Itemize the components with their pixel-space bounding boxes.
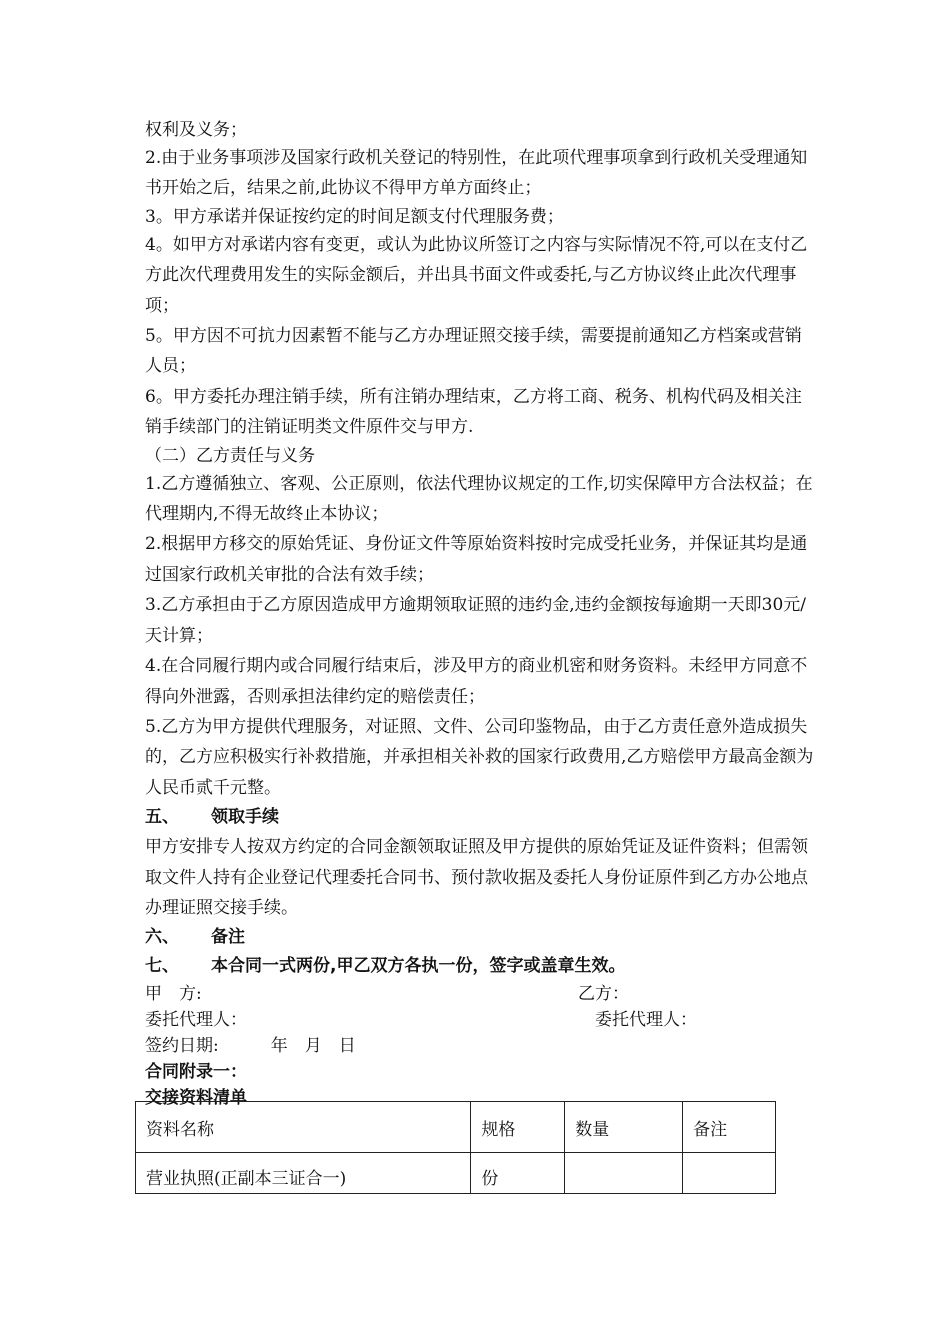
paragraph-b2: 3.乙方承担由于乙方原因造成甲方逾期领取证照的违约金,违约金额按每逾期一天即30元/天计算； (145, 595, 806, 646)
signature-party-row (145, 981, 815, 1007)
handover-table (135, 1101, 776, 1194)
agent-b-label: 委托代理人： (595, 1010, 697, 1031)
paragraph-b1: 2.根据甲方移交的原始凭证、身份证文件等原始资料按时完成受托业务，并保证其均是通过国家行政机关审批的合法有效手续； (145, 534, 808, 585)
signing-date-value: 年 月 日 (270, 1036, 356, 1057)
section-6-title: 备注 (211, 927, 245, 948)
column-header-name: 资料名称 (136, 1102, 471, 1153)
paragraph-a4: 5。甲方因不可抗力因素暂不能与乙方办理证照交接手续，需要提前通知乙方档案或营销人员； (145, 326, 802, 377)
section-6-heading (145, 923, 815, 952)
column-header-spec: 规格 (471, 1102, 565, 1153)
section-7-heading (145, 952, 815, 981)
document-body (145, 117, 815, 1111)
section-6-number: 六、 (145, 927, 179, 948)
signing-date-label: 签约日期: (145, 1036, 219, 1057)
column-header-remark: 备注 (683, 1102, 776, 1153)
paragraph-b0: 1.乙方遵循独立、客观、公正原则，依法代理协议规定的工作,切实保障甲方合法权益；在代理期内,不得无故终止本协议； (145, 473, 813, 525)
section-5-title: 领取手续 (211, 807, 279, 828)
agent-a-label: 委托代理人： (145, 1010, 247, 1031)
subheading-party-b: （二）乙方责任与义务 (145, 445, 315, 466)
party-b-label: 乙方： (578, 984, 629, 1005)
column-header-quantity: 数量 (565, 1102, 683, 1153)
table-cell-remark (683, 1153, 776, 1194)
table-cell-spec: 份 (471, 1153, 565, 1194)
paragraph-b4: 5.乙方为甲方提供代理服务，对证照、文件、公司印鉴物品，由于乙方责任意外造成损失的，乙方应积极实行补救措施，并承担相关补救的国家行政费用,乙方赔偿甲方最高金额为人民币贰千元整。 (145, 716, 814, 798)
paragraph-a3: 4。如甲方对承诺内容有变更，或认为此协议所签订之内容与实际情况不符,可以在支付乙方此次代理费用发生的实际金额后，并出具书面文件或委托,与乙方协议终止此次代理事项； (145, 234, 808, 316)
signing-date-row (145, 1033, 815, 1059)
table-cell-name: 营业执照(正副本三证合一) (136, 1153, 471, 1194)
paragraph-a5: 6。甲方委托办理注销手续，所有注销办理结束，乙方将工商、税务、机构代码及相关注销手续部门的注销证明类文件原件交与甲方. (145, 386, 802, 438)
appendix-title: 合同附录一： (145, 1062, 247, 1083)
section-5-number: 五、 (145, 807, 179, 828)
party-a-label: 甲 方: (145, 984, 202, 1005)
section-5-heading (145, 803, 815, 832)
table-cell-quantity (565, 1153, 683, 1194)
paragraph-a2: 3。甲方承诺并保证按约定的时间足额支付代理服务费； (145, 206, 564, 227)
table-row (136, 1153, 776, 1194)
signature-agent-row (145, 1007, 815, 1033)
table-header-row (136, 1102, 776, 1153)
paragraph-b3: 4.在合同履行期内或合同履行结束后，涉及甲方的商业机密和财务资料。未经甲方同意不得向外泄露，否则承担法律约定的赔偿责任； (145, 656, 808, 707)
section-5-body: 甲方安排专人按双方约定的合同金额领取证照及甲方提供的原始凭证及证件资料；但需领取文件人持有企业登记代理委托合同书、预付款收据及委托人身份证原件到乙方办公地点办理证照交接手续。 (145, 837, 808, 918)
section-7-number: 七、 (145, 956, 179, 977)
handover-list-title: 交接资料清单 (145, 1088, 247, 1109)
paragraph-a0: 权利及义务； (145, 120, 247, 140)
paragraph-a1: 2.由于业务事项涉及国家行政机关登记的特别性，在此项代理事项拿到行政机关受理通知书开始之后，结果之前,此协议不得甲方单方面终止； (145, 148, 808, 199)
section-7-title: 本合同一式两份,甲乙双方各执一份，签字或盖章生效。 (211, 956, 626, 977)
